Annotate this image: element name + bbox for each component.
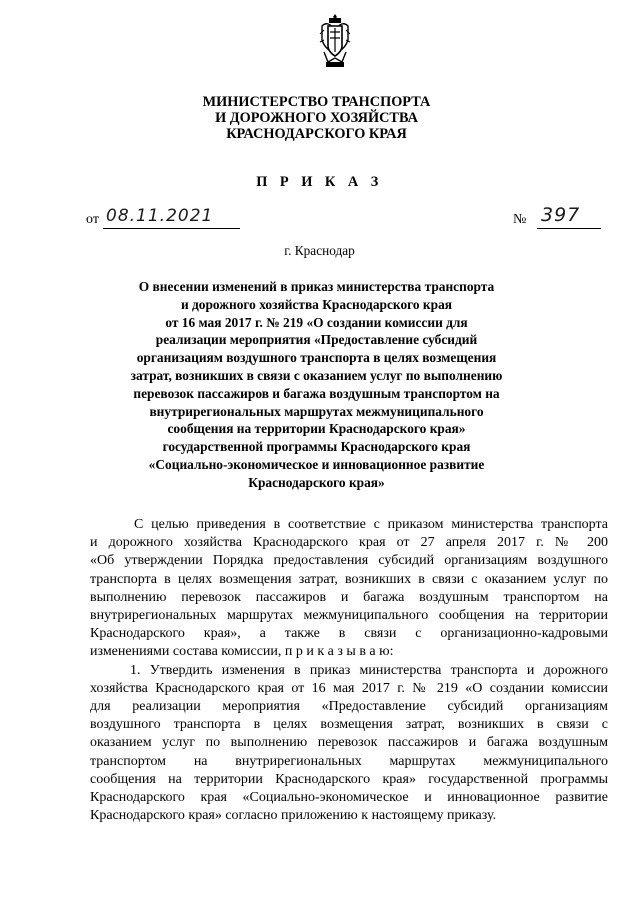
preamble-line: выполнению перевозок пассажиров и багажа воздушным транспортом на xyxy=(90,589,608,605)
date-prefix: от xyxy=(86,212,99,227)
order-subject xyxy=(0,278,633,492)
subject-line: перевозок пассажиров и багажа воздушным транспортом на xyxy=(133,385,500,401)
order-body xyxy=(90,516,608,825)
subject-line: реализации мероприятия «Предоставление субсидий xyxy=(155,332,478,348)
subject-line: Краснодарского края» xyxy=(248,474,385,490)
handwritten-date: 08.11.2021 xyxy=(106,206,214,226)
item-1-line: Краснодарского края» согласно приложению к настоящему приказу. xyxy=(90,808,497,824)
number-prefix: № xyxy=(513,212,527,227)
item-1-line: воздушного транспорта в целях возмещения затрат, возникших в связи с xyxy=(90,717,608,733)
item-1-line: хозяйства Краснодарского края от 16 мая 2017 г. № 219 «О создании комиссии xyxy=(90,680,608,696)
preamble-line: внутрирегиональных маршрутах межмуниципального сообщения на территории xyxy=(90,608,608,624)
ministry-name xyxy=(0,94,633,142)
document-type-title: П Р И К А З xyxy=(256,174,383,190)
item-1-line: сообщения на территории Краснодарского края» государственной программы xyxy=(90,771,608,787)
ministry-line: И ДОРОЖНОГО ХОЗЯЙСТВА xyxy=(215,110,418,126)
ministry-line: МИНИСТЕРСТВО ТРАНСПОРТА xyxy=(202,94,431,110)
subject-line: организациям воздушного транспорта в целях возмещения xyxy=(136,350,497,366)
subject-line: О внесении изменений в приказ министерства транспорта xyxy=(138,279,495,294)
subject-line: «Социально-экономическое и инновационное развитие xyxy=(148,456,485,472)
item-1-line: для реализации мероприятия «Предоставление субсидий организациям xyxy=(90,699,608,715)
subject-line: сообщения на территории Краснодарского края» xyxy=(167,421,466,437)
item-1-line: 1. Утвердить изменения в приказ министерства транспорта и дорожного xyxy=(130,662,608,678)
coat-of-arms-emblem xyxy=(318,12,352,70)
city-name: г. Краснодар xyxy=(284,243,355,258)
subject-line: от 16 мая 2017 г. № 219 «О создании комиссии для xyxy=(165,314,468,330)
item-1-line: транспортом на внутрирегиональных маршрутах межмуниципального xyxy=(90,753,608,769)
preamble-line: С целью приведения в соответствие с приказом министерства транспорта xyxy=(134,517,608,532)
subject-line: государственной программы Краснодарского края xyxy=(162,439,471,455)
preamble-line: транспорта в целях возмещения затрат, возникших в связи с оказанием услуг по xyxy=(90,571,608,587)
date-underline xyxy=(103,228,240,229)
order-number xyxy=(513,206,613,228)
subject-line: затрат, возникших в связи с оказанием услуг по выполнению xyxy=(130,367,503,383)
preamble-line: «Об утверждении Порядка предоставления субсидий организациям воздушного xyxy=(90,553,608,569)
subject-line: внутрирегиональных маршрутах межмуниципального xyxy=(149,403,484,419)
preamble-line: изменениями состава комиссии, п р и к а з ы в а ю: xyxy=(90,644,394,660)
order-date xyxy=(86,206,246,228)
handwritten-number: 397 xyxy=(541,204,581,226)
preamble-line: Краснодарского края», а также в связи с организационно-кадровыми xyxy=(90,626,608,642)
number-underline xyxy=(537,228,601,229)
item-1-line: оказанием услуг по выполнению перевозок пассажиров и багажа воздушным xyxy=(90,735,608,751)
item-1-line: Краснодарского края «Социально-экономическое и инновационное развитие xyxy=(90,790,608,806)
subject-line: и дорожного хозяйства Краснодарского края xyxy=(180,296,453,312)
preamble-line: и дорожного хозяйства Краснодарского края от 27 апреля 2017 г. № 200 xyxy=(90,535,608,551)
ministry-line: КРАСНОДАРСКОГО КРАЯ xyxy=(226,126,407,142)
